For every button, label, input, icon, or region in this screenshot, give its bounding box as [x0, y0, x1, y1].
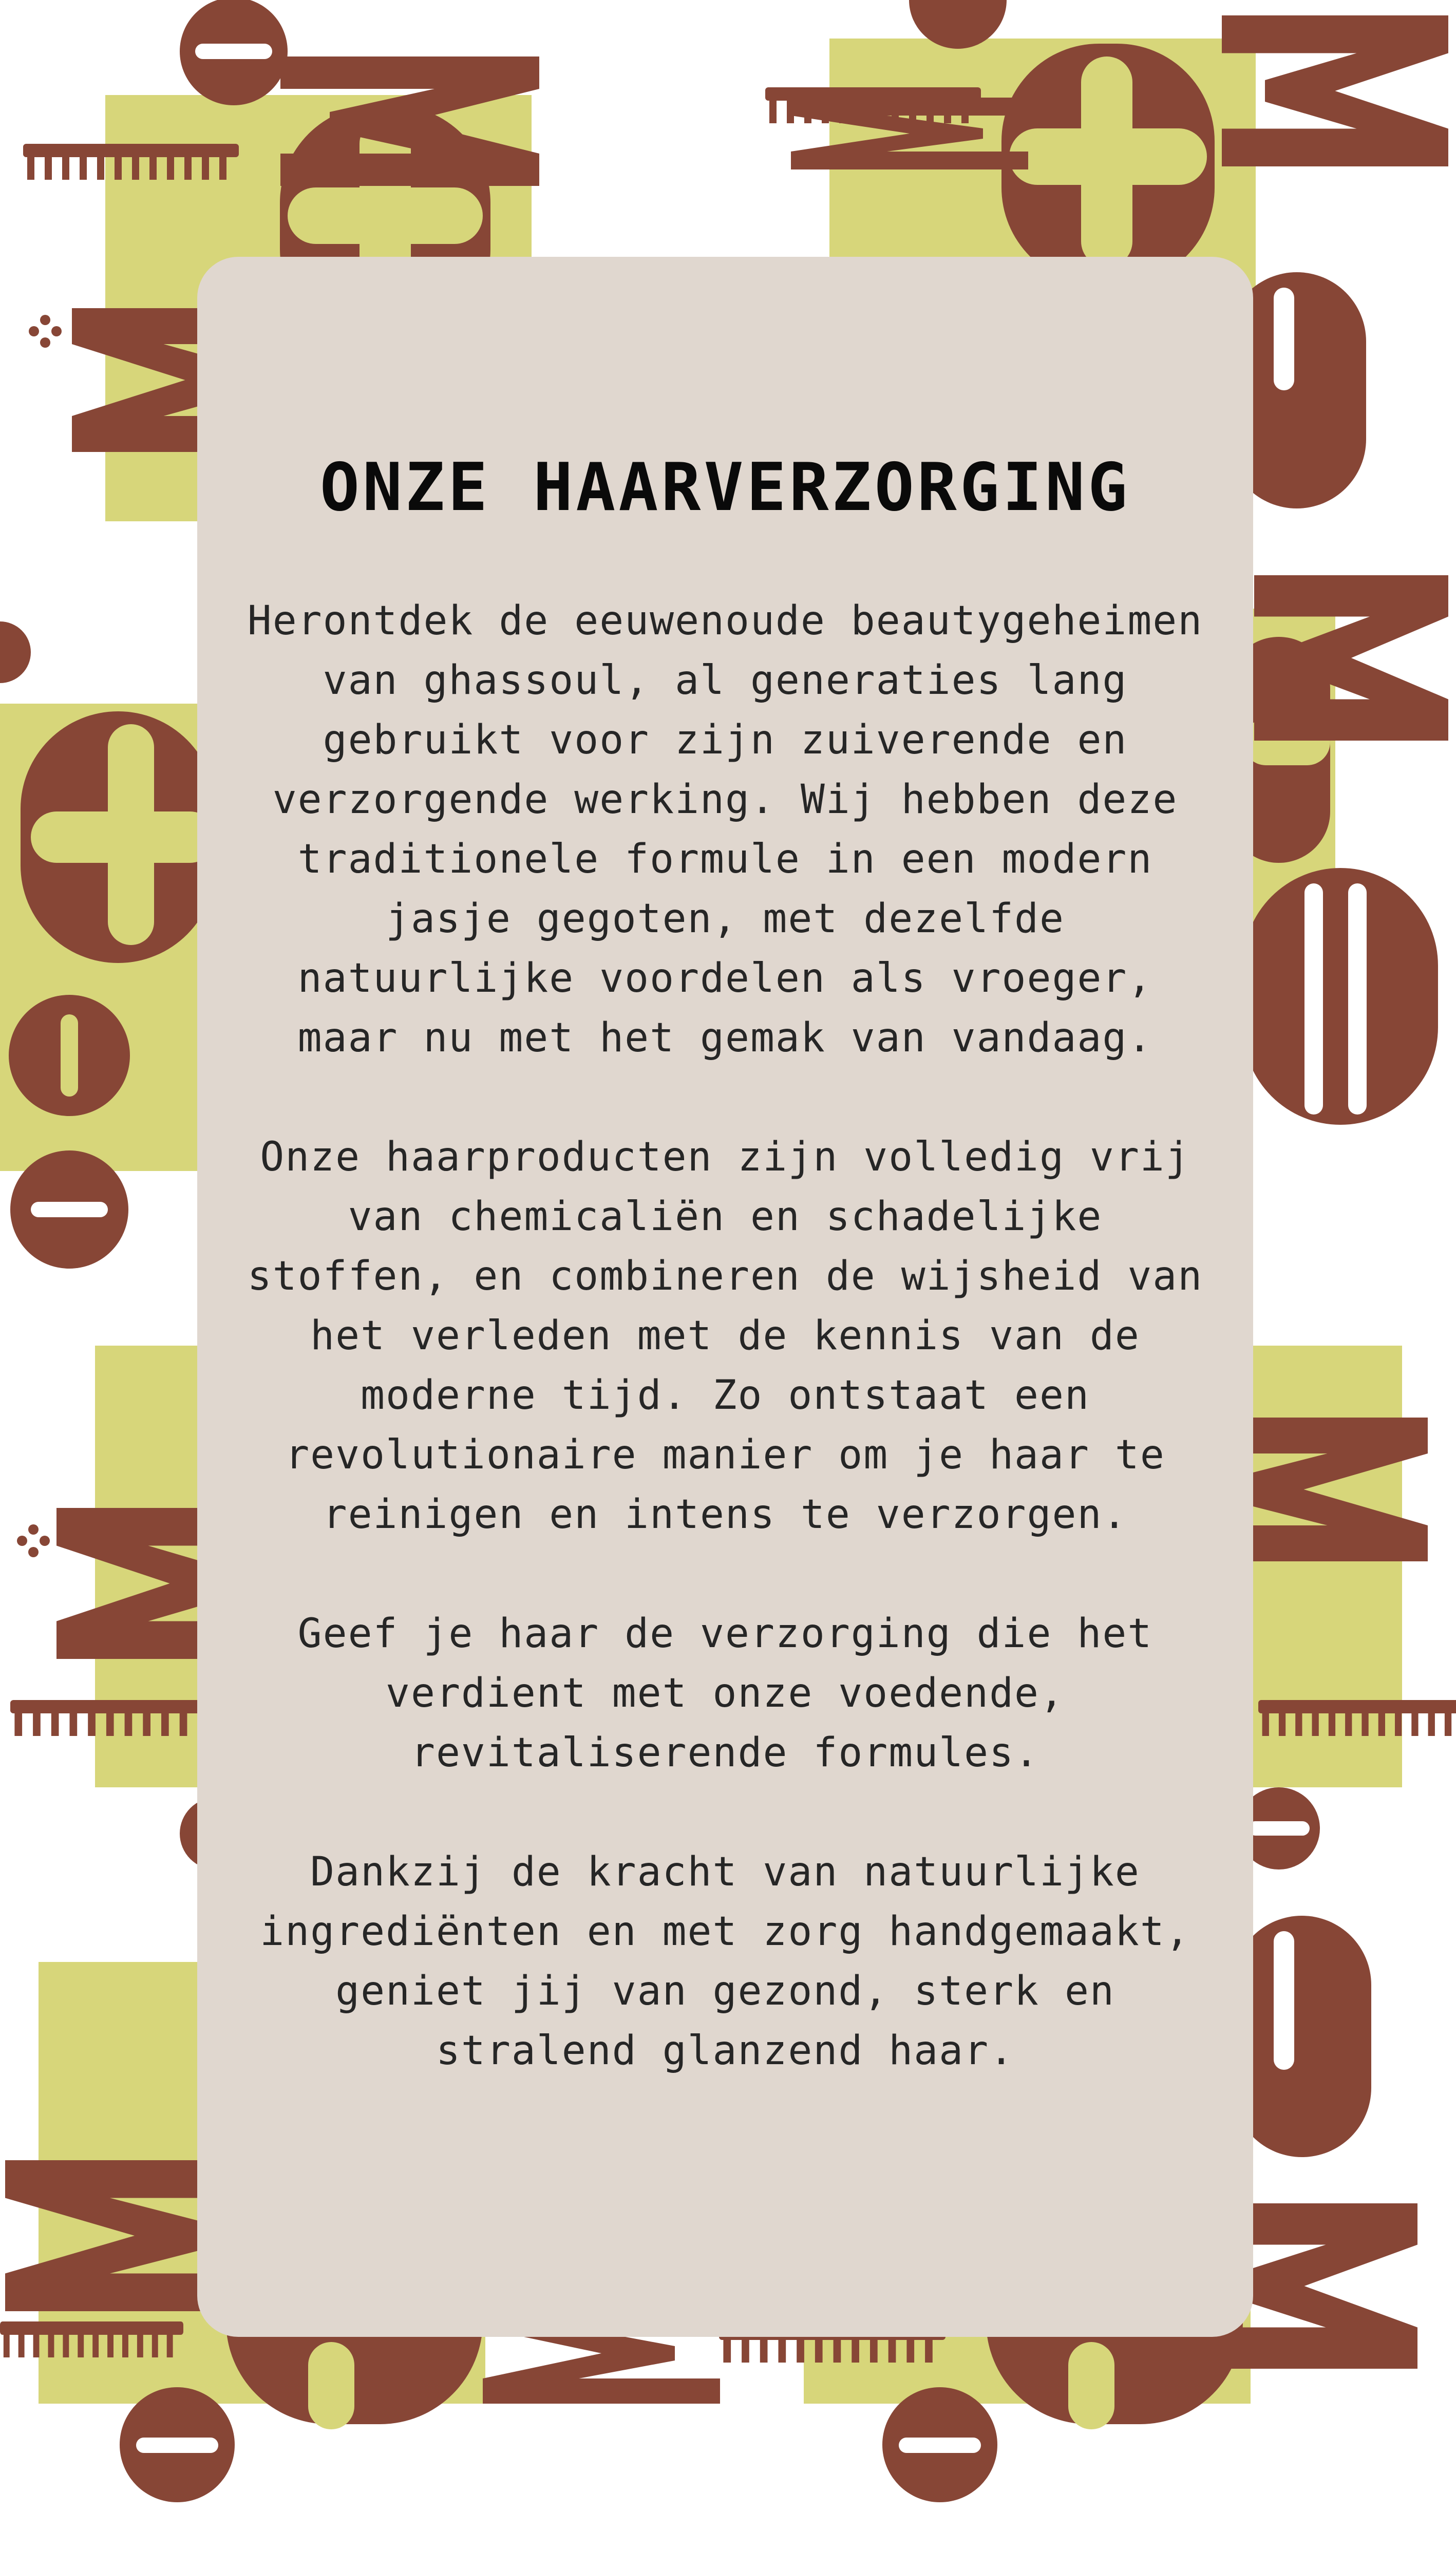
paragraph-handmade: Dankzij de kracht van natuurlijke ingrediënten en met zorg handgemaakt, geniet jij van gezond, sterk en stralend glanzend haar.	[260, 1848, 1190, 2074]
paragraph-care: Geef je haar de verzorging die het verdient met onze voedende, revitaliserende formules.	[297, 1610, 1153, 1776]
paragraph-ingredients: Onze haarproducten zijn volledig vrij van chemicaliën en schadelijke stoffen, en combineren de wijsheid van het verleden met de kennis van de moderne tijd. Zo ontstaat een revolutionaire manier om je haar te reinigen en intens te verzorgen.	[247, 1134, 1203, 1538]
paragraph-intro: Herontdek de eeuwenoude beautygeheimen van ghassoul, al generaties lang gebruikt voor zijn zuiverende en verzorgende werking. Wij hebben deze traditionele formule in een modern jasje gegoten, met dezelfde natuurlijke voordelen als vroeger, maar nu met het gemak van vandaag.	[247, 597, 1203, 1061]
content-card	[197, 257, 1253, 2337]
page-title: ONZE HAARVERZORGING	[319, 449, 1131, 526]
